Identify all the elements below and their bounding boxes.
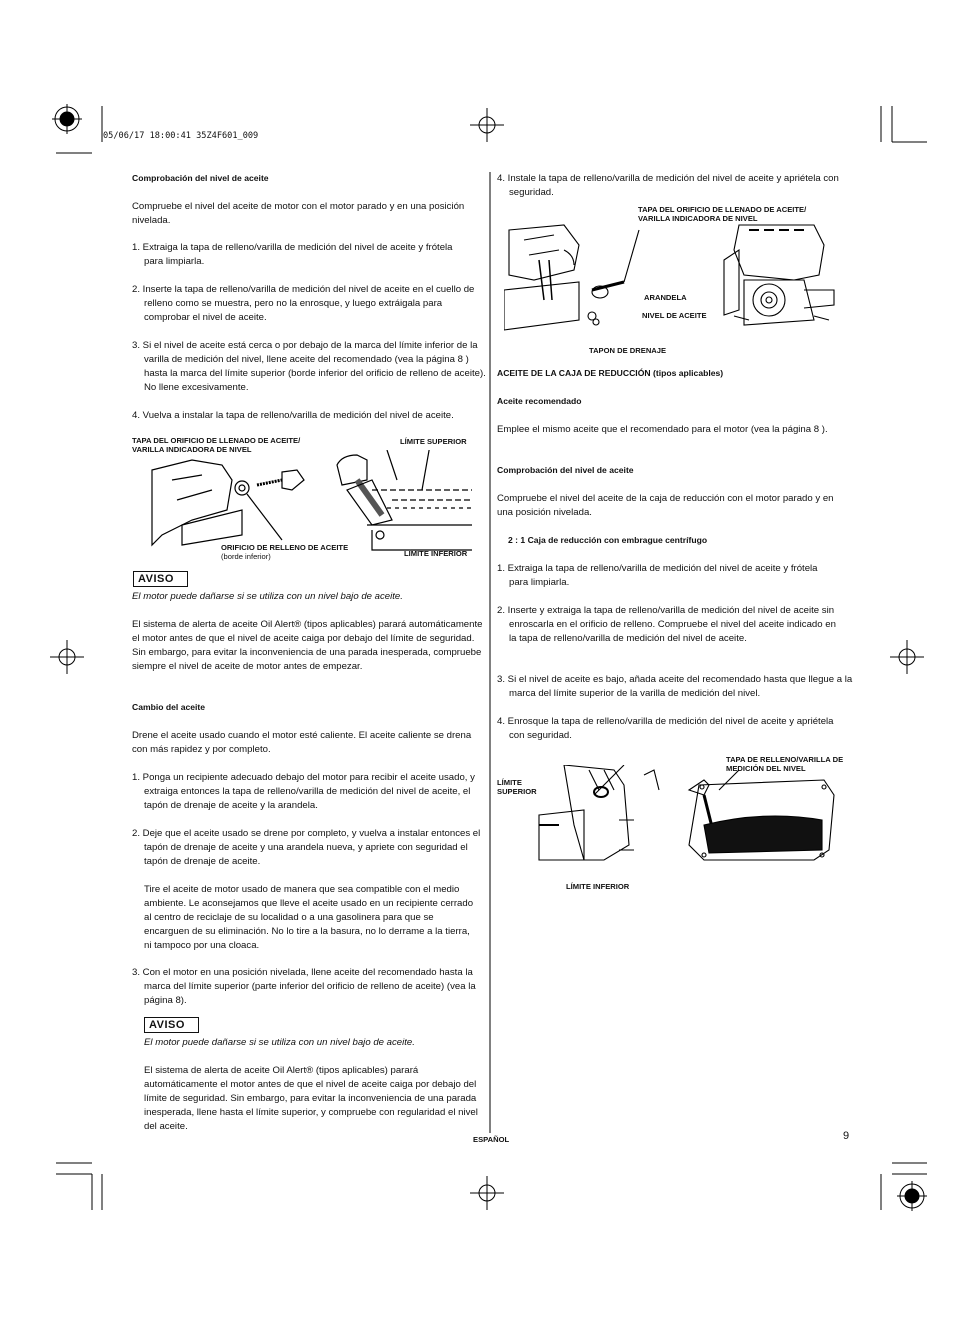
paragraph: Drene el aceite usado cuando el motor esté caliente. El aceite caliente se drena con más rapidez y por completo. [132,730,472,755]
change-step-1: 1. Ponga un recipiente adecuado debajo del motor para recibir el aceite usado, y extraiga entonces la tapa de relleno/varilla de medición del nivel de aceite, el tapón de drenaje de aceite y la arandela. [132,772,475,811]
fig2-cap-label: TAPA DEL ORIFICIO DE LLENADO DE ACEITE/ VARILLA INDICADORA DE NIVEL [638,205,807,223]
fig1-orifice-title: ORIFICIO DE RELLENO DE ACEITE [221,543,349,552]
step-3: 3. Si el nivel de aceite está cerca o por debajo de la marca del límite inferior de la varilla de medición del nivel, llene aceite del recomendado (vea la página 8 ) hasta la marca del límite superior (borde inferior del orificio de relleno de aceite). No llene excesivamente. [132,340,486,393]
print-code: 05/06/17 18:00:41 35Z4F601_009 [103,131,259,141]
heading-oil-check: Comprobación del nivel de aceite [132,173,269,183]
heading-gearbox-check: Comprobación del nivel de aceite [497,465,634,475]
gear-step-4: 4. Enrosque la tapa de relleno/varilla de medición del nivel de aceite y apriétela con seguridad. [497,716,834,741]
paragraph: Compruebe el nivel del aceite de la caja de reducción con el motor parado y en una posición nivelada. [497,493,834,518]
heading-oil-change: Cambio del aceite [132,702,206,712]
heading-reduction-type: 2 : 1 Caja de reducción con embrague centrífugo [508,535,708,545]
step-4: 4. Instale la tapa de relleno/varilla de medición del nivel de aceite y apriétela con seguridad. [497,173,839,198]
heading-gearbox-oil: ACEITE DE LA CAJA DE REDUCCIÓN (tipos aplicables) [497,368,724,378]
paragraph: El sistema de alerta de aceite Oil Alert® (tipos aplicables) parará automáticamente el motor antes de que el nivel de aceite caiga por debajo del límite de seguridad. Sin embargo, para evitar la inconveniencia de una parada inesperada, compruebe siempre el nivel de aceite de motor antes de empezar. [132,619,483,672]
footer-language: ESPAÑOL [473,1135,510,1144]
fig2-drain-label: TAPON DE DRENAJE [589,346,667,355]
fig1-orifice-sub: (borde inferior) [221,552,271,561]
fig1-upper-label: LÍMITE SUPERIOR [400,437,467,446]
paragraph: Compruebe el nivel del aceite de motor con el motor parado y en una posición nivelada. [132,201,465,226]
warning-text: El motor puede dañarse si se utiliza con un nivel bajo de aceite. [132,591,403,602]
fig1-lower-label: LÍMITE INFERIOR [404,549,468,558]
paragraph: Emplee el mismo aceite que el recomendado para el motor (vea la página 8 ). [497,424,828,435]
gear-step-2: 2. Inserte y extraiga la tapa de relleno/varilla de medición del nivel de aceite sin enroscarla en el orificio de relleno. Compruebe el nivel del aceite indicado en la tapa de relleno/varilla de medición del nivel de aceite. [497,605,836,644]
aviso-badge: AVISO [144,1017,199,1033]
disposal-paragraph: Tire el aceite de motor usado de manera que sea compatible con el medio ambiente. Le aconsejamos que lleve el aceite usado en un recipiente cerrado al centro de reciclaje de su localidad o a una gasolinera para que se encarguen de su eliminación. No lo tire a la basura, no lo derrame a la tierra, ni tampoco por una cloaca. [144,884,474,951]
step-1: 1. Extraiga la tapa de relleno/varilla de medición del nivel de aceite y frótela para limpiarla. [132,242,453,267]
fig2-washer-label: ARANDELA [644,293,687,302]
fig2-level-label: NIVEL DE ACEITE [642,311,707,320]
aviso-badge: AVISO [133,571,188,587]
fig1-cap-label: TAPA DEL ORIFICIO DE LLENADO DE ACEITE/ VARILLA INDICADORA DE NIVEL [132,436,301,454]
fig3-lower-label: LÍMITE INFERIOR [566,882,630,891]
fig3-gearbox-illustration [504,765,844,875]
step-4: 4. Vuelva a instalar la tapa de relleno/varilla de medición del nivel de aceite. [132,410,454,421]
change-step-3: 3. Con el motor en una posición nivelada, llene aceite del recomendado hasta la marca del límite superior (parte inferior del orificio de relleno de aceite) (vea la página 8). [132,967,476,1006]
fig1-orifice-label [221,543,348,561]
step-2: 2. Inserte la tapa de relleno/varilla de medición del nivel de aceite en el cuello de relleno como se muestra, pero no la enrosque, y luego extráigala para comprobar el nivel de aceite. [132,284,475,323]
change-step-2: 2. Deje que el aceite usado se drene por completo, y vuelva a instalar entonces el tapón de drenaje de aceite y una arandela nueva, y apriete con seguridad el tapón de drenaje de aceite. [132,828,481,867]
page-number: 9 [843,1130,850,1142]
paragraph: El sistema de alerta de aceite Oil Alert® (tipos aplicables) parará automáticamente el motor antes de que el nivel de aceite caiga por debajo del límite de seguridad. Sin embargo, para evitar la inconveniencia de una parada inesperada, llene hasta el límite superior, y compruebe con regularidad el nivel del aceite. [144,1065,478,1132]
gear-step-1: 1. Extraiga la tapa de relleno/varilla de medición del nivel de aceite y frótela para limpiarla. [497,563,818,588]
gear-step-3: 3. Si el nivel de aceite es bajo, añada aceite del recomendado hasta que llegue a la marca del límite superior de la varilla de medición del nivel. [497,674,853,699]
warning-text: El motor puede dañarse si se utiliza con un nivel bajo de aceite. [144,1037,415,1048]
heading-recommended-oil: Aceite recomendado [497,396,582,406]
fig3-upper-label: LÍMITE SUPERIOR [497,778,537,796]
fig3-cap-label: TAPA DE RELLENO/VARILLA DE MEDICIÓN DEL NIVEL [726,755,844,773]
fig2-engine-illustration [504,220,844,340]
